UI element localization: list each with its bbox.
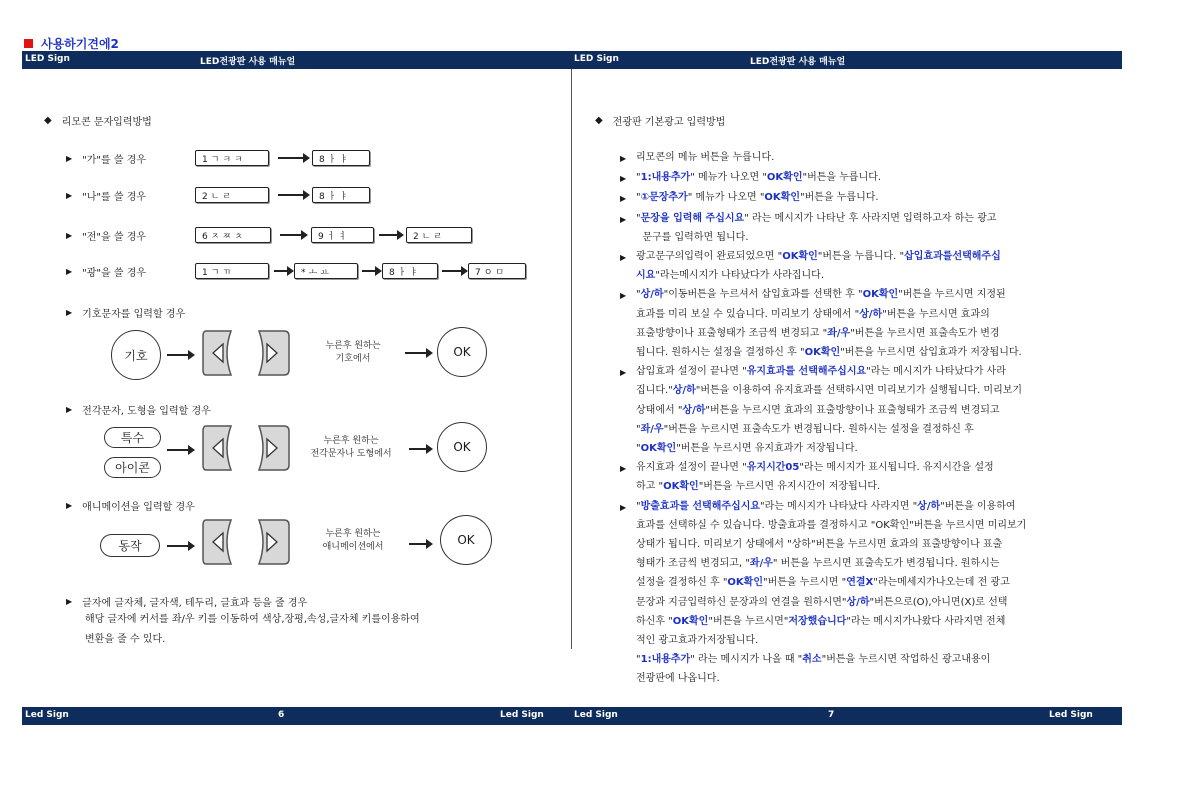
arrow-right-icon: [405, 352, 427, 354]
symbol-note-line2: 기호에서: [335, 354, 371, 364]
triangle-bullet-icon: ▶: [66, 267, 73, 276]
row-na-label: [66, 188, 146, 203]
header-left-brand: LED Sign: [25, 54, 70, 64]
step-5-text: 광고문구의입력이 완료되었으면 "OK확인"버튼을 누릅니다. "삽입효과를선택해주십 시요"라는메시지가 나타났다가 사라집니다.: [636, 251, 1001, 282]
step-9: [620, 497, 1120, 689]
row-gwang-text: "광"을 쓸 경우: [82, 268, 147, 279]
step-3: [620, 188, 1120, 208]
header-right-brand: LED Sign: [574, 54, 619, 64]
triangle-bullet-icon: ▶: [620, 253, 627, 263]
triangle-bullet-icon: ▶: [620, 291, 627, 301]
step-8-text: 유지효과 설정이 끝나면 "유지시간05"라는 메시지가 표시됩니다. 유지시간을 설정 하고 "OK확인"버튼을 누르시면 유지시간이 저장됩니다.: [636, 462, 994, 493]
step-1-text: 리모콘의 메뉴 버튼을 누릅니다.: [636, 152, 775, 163]
arrow-right-icon: [362, 270, 376, 272]
symbol-note-line1: 누른후 원하는: [325, 341, 381, 351]
footer-right-brand: Led Sign: [574, 710, 618, 720]
row-na-text: "나"를 쓸 경우: [82, 192, 147, 203]
right-section-title-text: 전광판 기본광고 입력방법: [612, 117, 726, 128]
key-symbol: 기호: [111, 330, 161, 380]
key-ga-2: 8ㅏㅑ: [312, 150, 370, 166]
step-4: [620, 209, 1120, 247]
icon-label-text: 전각문자, 도형을 입력할 경우: [82, 406, 211, 417]
anim-label-text: 애니메이션을 입력할 경우: [82, 502, 195, 513]
step-8: [620, 458, 1120, 496]
icon-note-line2: 전각문자나 도형에서: [310, 449, 392, 459]
key-gwang-3: 8ㅏㅑ: [382, 263, 438, 279]
row-jeon-text: "전"을 쓸 경우: [82, 232, 147, 243]
arrow-right-icon: [379, 234, 398, 236]
triangle-bullet-icon: ▶: [620, 154, 627, 163]
arrow-right-icon: [278, 194, 304, 196]
header-right-subtitle: LED전광판 사용 매뉴얼: [750, 57, 846, 67]
arrow-right-icon: [409, 543, 427, 545]
doc-title-text: 사용하기견에2: [41, 37, 119, 51]
symbol-label-text: 기호문자를 입력할 경우: [82, 309, 186, 320]
header-bar: [22, 51, 1122, 69]
page-divider: [571, 69, 572, 649]
diamond-bullet-icon: ◆: [595, 115, 603, 126]
triangle-bullet-icon: ▶: [620, 464, 627, 474]
arrow-right-icon: [409, 448, 427, 450]
dpad-icon: [201, 328, 291, 378]
triangle-bullet-icon: ▶: [66, 405, 73, 414]
row-ga-text: "가"를 쓸 경우: [82, 155, 147, 166]
dpad-icon: [201, 517, 291, 567]
step-2: [620, 168, 1120, 188]
icon-label: [66, 402, 211, 417]
footer-left-page: 6: [278, 710, 285, 720]
triangle-bullet-icon: ▶: [620, 368, 627, 378]
key-jeon-3: 2ㄴㄹ: [406, 227, 472, 243]
header-left-subtitle: LED전광판 사용 매뉴얼: [200, 57, 296, 67]
step-4-text: "문장을 입력해 주십시요" 라는 메시지가 나타난 후 사라지면 입력하고자 하는 광고 문구를 입력하면 됩니다.: [636, 212, 997, 243]
symbol-note: [298, 340, 408, 366]
triangle-bullet-icon: ▶: [66, 597, 73, 606]
diamond-bullet-icon: ◆: [44, 115, 52, 126]
triangle-bullet-icon: ▶: [620, 174, 627, 184]
key-jeon-1: 6ㅈㅉㅊ: [195, 227, 271, 243]
ok-button-symbol: OK: [437, 327, 487, 377]
triangle-bullet-icon: ▶: [620, 214, 627, 224]
footer-left-brand2: Led Sign: [500, 710, 544, 720]
step-6: [620, 285, 1120, 362]
step-6-text: "상/하"이동버튼을 누르셔서 삽입효과를 선택한 후 "OK확인"버튼을 누르시면 지정된 효과를 미리 보실 수 있습니다. 미리보기 상태에서 "상/하"버튼을 누르시면 효과의 표출방향이나 표출형태가 조금씩 변경되고 "좌/우"버튼을 누르시면 표출속도가 변경 됩니다. 원하시는 설정을 결정하신 후 "OK확인"버튼을 누르시면 삽입효과가 저장됩니다.: [636, 289, 1022, 359]
title-square-icon: [24, 39, 33, 48]
step-2-text: "1:내용추가" 메뉴가 나오면 "OK확인"버튼을 누릅니다.: [636, 172, 882, 184]
anim-note-line2: 애니메이션에서: [322, 542, 384, 552]
step-9-text: "방출효과를 선택해주십시요"라는 메시지가 나타났다 사라지면 "상/하"버튼을 이용하여 효과를 선택하실 수 있습니다. 방출효과를 결정하시고 "OK확인"버튼을 누르시면 미리보기 상태가 됩니다. 미리보기 상태에서 "상하"버튼을 누르시면 효과의 표출방향이나 표출 형태가 조금씩 변경되고, "좌/우" 버튼을 누르시면 표출속도가 변경됩니다. 원하시는 설정을 결정하신 후 "OK확인"버튼을 누르시면 "연결X"라는메세지가나오는데 전 광고 문장과 지금입력하신 문장과의 연결을 원하시면"상/하"버튼으로(O),아니면(X)로 선택 하신후 "OK확인"버튼을 누르시면"저장했습니다"라는 메시지가나왔다 사라지면 전체 적인 광고효과가저장됩니다. "1:내용추가" 라는 메시지가 나올 때 "취소"버튼을 누르시면 작업하신 광고내용이 전광판에 나옵니다.: [636, 500, 1027, 685]
triangle-bullet-icon: ▶: [620, 194, 627, 204]
arrow-right-icon: [167, 354, 189, 356]
key-special: 특수: [104, 427, 161, 448]
key-gwang-1: 1ㄱㄲ: [195, 263, 269, 279]
footer-bar: [22, 707, 1122, 725]
left-section-title-text: 리모콘 문자입력방법: [61, 117, 152, 128]
key-motion: 동작: [100, 534, 160, 557]
key-gwang-4: 7ㅇㅁ: [468, 263, 526, 279]
icon-note: [288, 435, 414, 461]
triangle-bullet-icon: ▶: [66, 501, 73, 510]
step-7-text: 삽입효과 설정이 끝나면 "유지효과를 선택해주십시요"라는 메시지가 나타났다가 사라 집니다."상/하"버튼을 이용하여 유지효과를 선택하시면 미리보기가 실행됩니다. 미리보기 상태에서 "상/하"버튼을 누르시면 효과의 표출방향이나 표출형태가 조금씩 변경되고 "좌/우"버튼을 누르시면 표출속도가 변경됩니다. 원하시는 설정을 결정하신 후 "OK확인"버튼을 누르시면 유지효과가 저장됩니다.: [636, 366, 1023, 455]
row-gwang-label: [66, 264, 146, 279]
key-na-2: 8ㅏㅑ: [312, 187, 370, 203]
doc-title: [24, 35, 119, 52]
key-jeon-2: 9ㅓㅕ: [311, 227, 374, 243]
key-ga-1: 1ㄱㅋㅋ: [195, 150, 269, 166]
arrow-right-icon: [274, 270, 288, 272]
anim-note-line1: 누른후 원하는: [325, 529, 381, 539]
triangle-bullet-icon: ▶: [66, 191, 73, 200]
triangle-bullet-icon: ▶: [66, 154, 73, 163]
font-label: [66, 594, 307, 609]
anim-label: [66, 498, 195, 513]
arrow-right-icon: [280, 234, 302, 236]
font-line3: 변환을 줄 수 있다.: [85, 634, 166, 645]
arrow-right-icon: [167, 449, 189, 451]
step-7: [620, 362, 1120, 458]
right-steps: [620, 148, 1120, 689]
font-line2: 해당 글자에 커서를 좌/우 키를 이동하여 색상,장평,속성,글자체 키를이용하여: [85, 614, 420, 625]
ok-button-anim: OK: [440, 515, 492, 565]
row-jeon-label: [66, 228, 146, 243]
triangle-bullet-icon: ▶: [620, 502, 627, 512]
triangle-bullet-icon: ▶: [66, 231, 73, 240]
symbol-label: [66, 305, 185, 320]
arrow-right-icon: [278, 157, 304, 159]
key-icon: 아이콘: [104, 457, 161, 478]
arrow-right-icon: [442, 270, 462, 272]
anim-note: [298, 528, 408, 554]
step-1: [620, 148, 1120, 168]
key-na-1: 2ㄴㄹ: [195, 187, 269, 203]
dpad-icon: [201, 423, 291, 473]
icon-note-line1: 누른후 원하는: [323, 436, 379, 446]
arrow-right-icon: [167, 545, 189, 547]
footer-right-page: 7: [828, 710, 835, 720]
triangle-bullet-icon: ▶: [66, 308, 73, 317]
footer-left-brand: Led Sign: [25, 710, 69, 720]
ok-button-icon: OK: [437, 422, 487, 472]
key-gwang-2: *ㅗㅛ: [294, 263, 358, 279]
right-section-title: [595, 113, 725, 128]
font-label-text: 글자에 글자체, 글자색, 테두리, 글효과 등을 줄 경우: [82, 598, 308, 609]
row-ga-label: [66, 151, 146, 166]
footer-right-brand2: Led Sign: [1049, 710, 1093, 720]
left-section-title: [44, 113, 152, 128]
step-3-text: "①문장추가" 메뉴가 나오면 "OK확인"버튼을 누릅니다.: [636, 192, 879, 204]
step-5: [620, 247, 1120, 285]
